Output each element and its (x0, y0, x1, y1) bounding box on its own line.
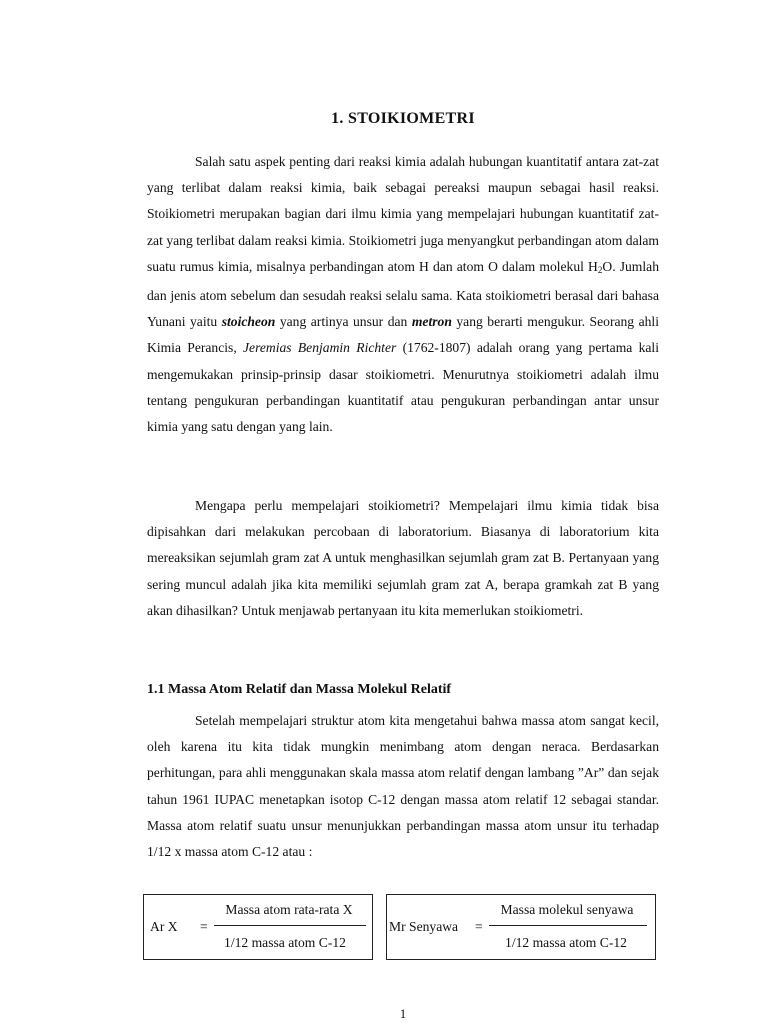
paragraph-intro-text-b: O. Jumlah dan jenis atom sebelum dan sesudah reaksi selalu sama. Kata stoikiometri berasal dari bahasa Yunani yaitu (147, 258, 659, 330)
section-heading: 1.1 Massa Atom Relatif dan Massa Molekul Relatif (147, 682, 452, 697)
subscript-2: 2 (597, 264, 603, 275)
page-number: 1 (399, 1006, 407, 1021)
paragraph-atomic-mass (147, 708, 659, 865)
paragraph-intro-text-a: Salah satu aspek penting dari reaksi kimia adalah hubungan kuantitatif antara zat-zat yang terlibat dalam reaksi kimia, baik sebagai pereaksi maupun sebagai hasil reaksi. Stoikiometri merupakan bagian dari ilmu kimia yang mempelajari hubungan kuantitatif zat-zat yang terlibat dalam reaksi kimia. Stoikiometri juga menyangkut perbandingan atom dalam suatu rumus kimia, misalnya perbandingan atom H dan atom O dalam molekul H (147, 154, 659, 274)
paragraph-intro-text-d: yang berarti mengukur. Seorang ahli Kimia Perancis, (147, 314, 659, 356)
paragraph-intro-text-e: (1762-1807) adalah orang yang pertama kali mengemukakan prinsip-prinsip dasar stoikiometri. Menurutnya stoikiometri adalah ilmu tentang pengukuran perbandingan kuantitatif atau pengukuran perbandingan antar unsur kimia yang satu dengan yang lain. (147, 340, 659, 435)
formula-mr-numerator: Massa molekul senyawa (500, 902, 634, 917)
paragraph-intro-text-c: yang artinya unsur dan (275, 314, 412, 330)
person-name: Jeremias Benjamin Richter (243, 340, 397, 356)
page-title: 1. STOIKIOMETRI (331, 110, 475, 127)
formula-ar-numerator: Massa atom rata-rata X (225, 902, 353, 917)
formula-ar-denominator: 1/12 massa atom C-12 (224, 935, 346, 950)
term-metron: metron (411, 314, 452, 330)
formula-mr-box (386, 894, 656, 960)
formula-ar-box (143, 894, 373, 960)
formula-ar-fraction-bar (214, 925, 366, 926)
paragraph-intro (147, 149, 659, 440)
formula-ar-lhs: Ar X (150, 919, 178, 934)
paragraph-why (147, 493, 659, 624)
formula-mr-fraction-bar (489, 925, 647, 926)
term-stoicheon: stoicheon (221, 314, 276, 330)
formula-mr-equals: = (475, 919, 483, 934)
formula-mr-lhs: Mr Senyawa (389, 919, 459, 934)
paragraph-why-text: Mengapa perlu mempelajari stoikiometri? Mempelajari ilmu kimia tidak bisa dipisahkan dari melakukan percobaan di laboratorium. Biasanya di laboratorium kita mereaksikan sejumlah gram zat A untuk menghasilkan sejumlah gram zat B. Pertanyaan yang sering muncul adalah jika kita memiliki sejumlah gram zat A, berapa gramkah zat B yang akan dihasilkan? Untuk menjawab pertanyaan itu kita memerlukan stoikiometri. (147, 498, 659, 618)
formula-ar-equals: = (200, 919, 208, 934)
paragraph-atomic-mass-text: Setelah mempelajari struktur atom kita mengetahui bahwa massa atom sangat kecil, oleh karena itu kita tidak mungkin menimbang atom dengan neraca. Berdasarkan perhitungan, para ahli menggunakan skala massa atom relatif dengan lambang ”Ar” dan sejak tahun 1961 IUPAC menetapkan isotop C-12 dengan massa atom relatif 12 sebagai standar. Massa atom relatif suatu unsur menunjukkan perbandingan massa atom unsur itu terhadap 1/12 x massa atom C-12 atau : (147, 713, 659, 860)
formula-mr-denominator: 1/12 massa atom C-12 (505, 935, 627, 950)
